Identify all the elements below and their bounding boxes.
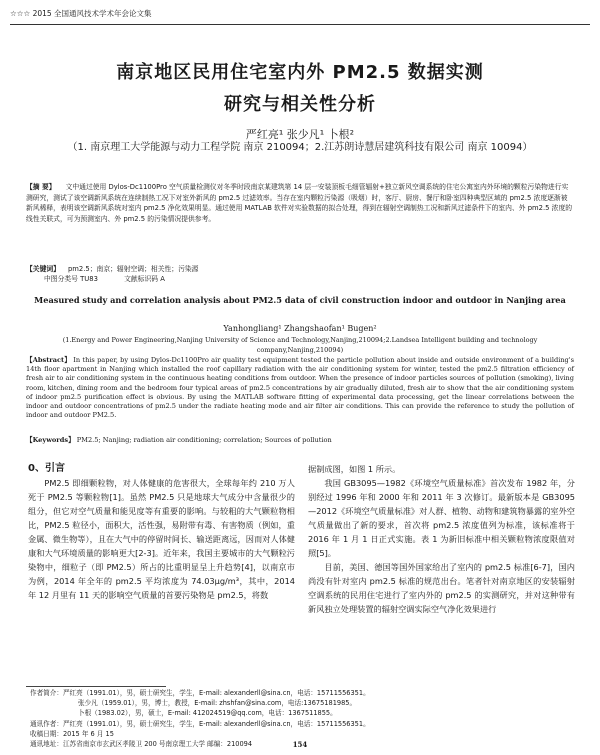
keywords-cn bbox=[26, 264, 574, 284]
footnote-rule bbox=[26, 686, 166, 687]
english-abstract-label: 【Abstract】 bbox=[26, 356, 72, 364]
header-rule bbox=[10, 24, 590, 25]
title-line-2: 研究与相关性分析 bbox=[224, 94, 376, 115]
footnote: 张少凡（1959.01），男，博士，教授，E-mail: zhshfan@sina.com，电话:13675181985。 bbox=[78, 699, 357, 708]
english-abstract-text: In this paper, by using Dylos-Dc1100Pro air quality test equipment tested the particle pollution about inside and outside environment of a building's 14th floor apartment in Nanjing which installed the roof capillary radiation with the air conditioning system for winter, tested the pm2.5 filtration efficiency of fresh air to air conditioning system in the continuous heating conditions from outdoor. When the presence of indoor particles sources of pollution (smoking), living room, kitchen, dining room and the bedroom four typical areas of pm2.5 concentrations by air gradually diluted, fresh air to show that the air conditioning system of indoor pm2.5 purification effect is obvious. By using the MATLAB software fitting of experimental data processing, get the linear correlations between the indoor and outdoor concentrations of pm2.5 under the radiate heating mode and air filter air conditions. This can provide the reference to study the pollution of indoor and outdoor PM2.5. bbox=[26, 356, 574, 420]
abstract-cn-label: 【摘 要】 bbox=[26, 183, 56, 191]
page-number: 154 bbox=[292, 740, 308, 749]
section-heading: 0、引言 bbox=[28, 463, 65, 474]
body-column-right bbox=[308, 462, 575, 616]
keywords-cn-label: 【关键词】 bbox=[26, 265, 60, 273]
clc-number: 中图分类号 TU83 bbox=[44, 275, 98, 283]
affiliation: （1. 南京理工大学能源与动力工程学院 南京 210094；2.江苏朗诗慧居建筑科技有限公司 南京 10094） bbox=[67, 142, 533, 153]
authors: 严红亮¹ 张少凡¹ 卜根² bbox=[245, 128, 355, 141]
english-keywords-label: 【Keywords】 bbox=[26, 436, 75, 444]
title-line-1: 南京地区民用住宅室内外 PM2.5 数据实测 bbox=[116, 62, 484, 83]
english-authors: Yanhongliang¹ Zhangshaofan¹ Bugen² bbox=[223, 324, 377, 333]
paragraph: 据制成图，如图 1 所示。 bbox=[308, 464, 401, 474]
english-keywords bbox=[26, 436, 574, 445]
paragraph: 目前，美国、德国等国外国家给出了室内的 pm2.5 标准[6-7]，国内尚没有针对室内 pm2.5 标准的规范出台。笔者针对南京地区的安装辐射空调系统的民用住宅进行了室内外的 pm2.5 的实测研究，并对这种带有新风独立处理装置的辐射空调实际空气净化效果进行 bbox=[308, 562, 575, 614]
footnote: 通讯地址：江苏省南京市玄武区孝陵卫 200 号南京理工大学 邮编：210094 bbox=[30, 740, 253, 749]
footnote: 通讯作者：严红亮（1991.01），男，硕士研究生，学生，E-mail: alexanderll@sina.cn，电话：15711556351。 bbox=[30, 719, 370, 728]
keywords-cn-text: pm2.5；南京；辐射空调；相关性；污染源 bbox=[67, 265, 199, 273]
running-header bbox=[10, 8, 152, 19]
star-icons: ☆☆☆ bbox=[10, 9, 31, 18]
header-text: 2015 全国通风技术学术年会论文集 bbox=[32, 9, 152, 18]
abstract-cn bbox=[26, 182, 574, 224]
footnote: 卜根（1983.02），男，硕士，E-mail: 412024519@qq.com，电话：1367511855。 bbox=[78, 709, 337, 718]
body-column-left bbox=[28, 462, 295, 602]
english-title: Measured study and correlation analysis about PM2.5 data of civil construction indoor and outdoor in Nanjing area bbox=[34, 295, 566, 305]
english-keywords-text: PM2.5; Nanjing; radiation air conditioning; correlation; Sources of pollution bbox=[76, 436, 332, 444]
doc-code: 文献标识码 A bbox=[124, 275, 165, 283]
paragraph: PM2.5 即细颗粒物，对人体健康的危害很大，全球每年约 210 万人死于 PM2.5 等颗粒物[1]。虽然 PM2.5 只是地球大气成分中含量很少的组分，但它对空气质量和能见度等有重要的影响。与较粗的大气颗粒物相比，PM2.5 粒径小，面积大，活性强，易附带有毒、有害物质（例如，重金属、微生物等），且在大气中的停留时间长、输送距离远，因而对人体健康和大气环境质量的影响更大[2-3]。近年来，我国主要城市的大气颗粒污染物中，细粒子（即 PM2.5）所占的比重明显呈上升趋势[4]，以南京市为例，2014 年全年的 pm2.5 平均浓度为 74.03μg/m³，其中，2014 年 12 月里有 11 天的影响空气质量的首要污染物是 pm2.5，将数 bbox=[28, 478, 295, 600]
footnote: 作者简介：严红亮（1991.01），男，硕士研究生，学生，E-mail: alexanderll@sina.cn，电话：15711556351。 bbox=[30, 689, 370, 697]
paragraph: 我国 GB3095—1982《环境空气质量标准》首次发布 1982 年，分别经过 1996 年和 2000 年和 2011 年 3 次修订。最新版本是 GB3095—2012《环境空气质量标准》对人群、植物、动物和建筑物暴露的室外空气质量做出了新的要求，首次将 pm2.5 浓度值列为标准，该标准将于 2016 年 1 月 1 日正式实施。表 1 为新旧标准中相关颗粒物浓度限值对照[5]。 bbox=[308, 478, 575, 558]
english-affiliation: (1.Energy and Power Engineering,Nanjing University of Science and Technology,Nanjing,210094;2.Landsea Intelligent building and technology company,Nanjing,210094) bbox=[62, 336, 538, 354]
abstract-cn-text: 文中通过使用 Dylos-Dc1100Pro 空气质量检测仪对冬季时段南京某建筑第 14 层一安装顶板毛细管辐射+独立新风空调系统的住宅公寓室内外环境的颗粒污染物进行实测研究，测试了该空调新风系统在连续制热工况下对室外新风的 pm2.5 过滤效率。当存在室内颗粒污染源（吸烟）时，客厅、厨房、餐厅和卧室四种典型区域的 pm2.5 浓度逐渐被新风稀释，表明该空调新风系统对室内 pm2.5 净化效果明显。通过使用 MATLAB 软件对实验数据的拟合处理，得到在辐射空调制热工况和新风过滤条件下的室内、外 pm2.5 浓度的线性关联式，可为预测室内、外 pm2.5 的污染情况提供参考。 bbox=[26, 183, 573, 223]
english-abstract bbox=[26, 356, 574, 420]
footnote: 收稿日期：2015 年 6 月 15 bbox=[30, 729, 114, 738]
